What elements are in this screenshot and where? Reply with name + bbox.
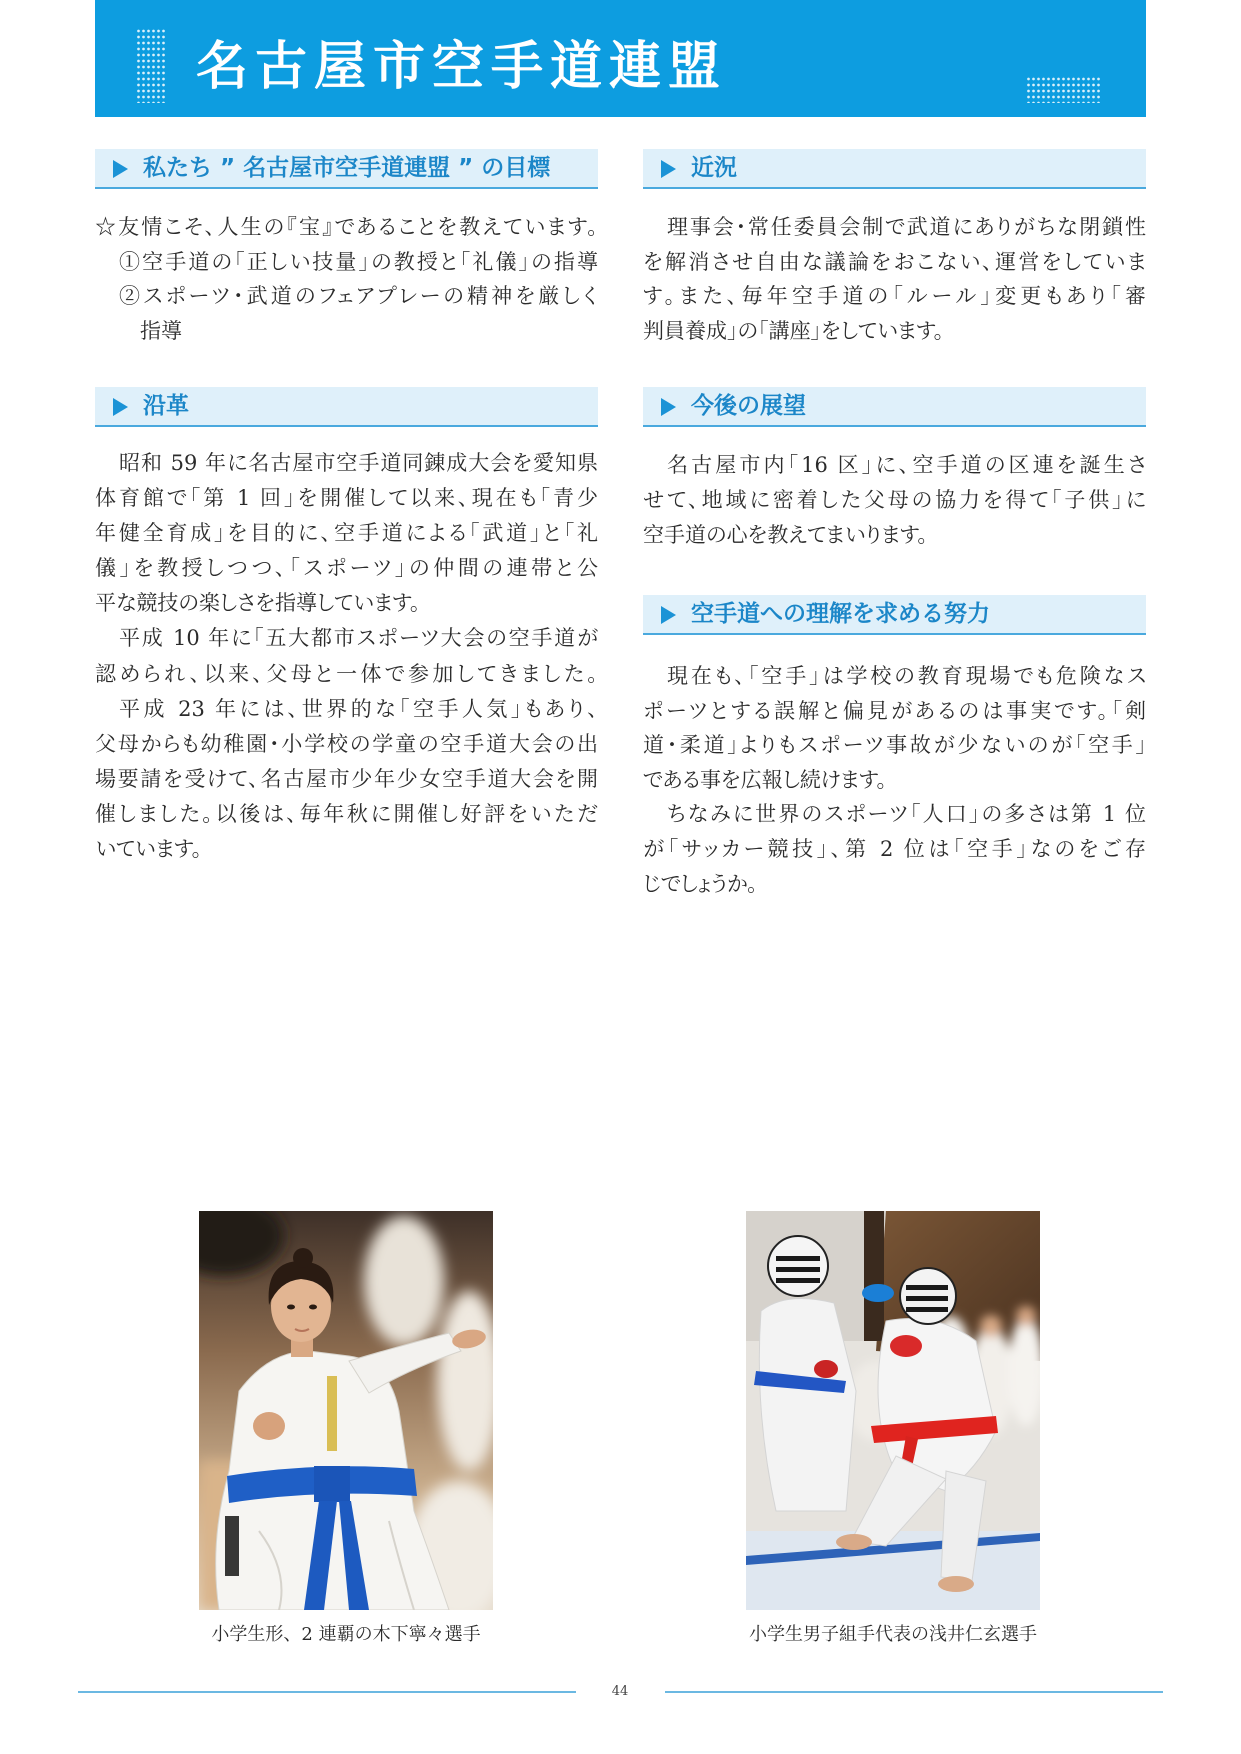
text-line: 父母からも幼稚園・小学校の学童の空手道大会の出 (95, 731, 598, 756)
text-line: 空手道の心を教えてまいります。 (643, 523, 929, 548)
text-line: 昭和 59 年に名古屋市空手道同錬成大会を愛知県 (119, 451, 598, 475)
text-line: せて、地域に密着した父母の協力を得て「子供」に (643, 488, 1146, 513)
kumite-photo (746, 1211, 1040, 1610)
footer-rule-right (665, 1691, 1163, 1693)
section-heading-goals (95, 149, 598, 189)
photo-caption: 小学生男子組手代表の浅井仁玄選手 (749, 1624, 1037, 1645)
section-heading-history (95, 387, 598, 427)
text-line: 道・柔道」よりもスポーツ事故が少ないのが「空手」 (643, 733, 1146, 758)
text-line: 体育館で「第 1 回」を開催して以来、現在も「青少 (95, 486, 598, 511)
page-title: 名古屋市空手道連盟 (196, 37, 728, 97)
section-heading-text: 沿革 (143, 393, 189, 419)
text-line: 場要請を受けて、名古屋市少年少女空手道大会を開 (95, 766, 598, 791)
kata-photo (199, 1211, 493, 1610)
triangle-marker-icon (661, 398, 676, 416)
text-line: を解消させ自由な議論をおこない、運営をしていま (643, 249, 1146, 274)
text-line: 儀」を教授しつつ、「スポーツ」の仲間の連帯と公 (95, 556, 598, 581)
text-line: 平成 23 年には、世界的な「空手人気」もあり、 (119, 696, 598, 721)
text-line: 認められ、以来、父母と一体で参加してきました。 (95, 661, 598, 686)
page-number: 44 (611, 1684, 629, 1699)
text-line: 名古屋市内「16 区」に、空手道の区連を誕生さ (667, 453, 1146, 477)
title-banner (95, 0, 1146, 117)
section-heading-text: 空手道への理解を求める努力 (691, 601, 990, 627)
effort-body (643, 659, 1146, 901)
section-heading-outlook (643, 387, 1146, 427)
text-line: 年健全育成」を目的に、空手道による「武道」と「礼 (95, 521, 598, 546)
triangle-marker-icon (113, 398, 128, 416)
section-heading-text: 私たち ” 名古屋市空手道連盟 ” の目標 (143, 155, 551, 181)
text-line: 指導 (140, 318, 182, 343)
text-line: が「サッカー競技」、第 2 位は「空手」なのをご存 (643, 836, 1146, 861)
footer-rule-left (78, 1691, 576, 1693)
goals-body (95, 210, 598, 348)
text-line: ポーツとする誤解と偏見があるのは事実です。「剣 (643, 698, 1146, 723)
recent-body (643, 210, 1146, 348)
text-line: じでしょうか。 (643, 871, 758, 896)
text-line: 判員養成」の「講座」をしています。 (643, 318, 945, 343)
photo-caption: 小学生形、2 連覇の木下寧々選手 (211, 1624, 481, 1645)
text-line: ちなみに世界のスポーツ「人口」の多さは第 1 位 (667, 802, 1146, 827)
kata-photo-image (199, 1211, 493, 1610)
text-line: 催しました。以後は、毎年秋に開催し好評をいただ (95, 801, 598, 826)
triangle-marker-icon (661, 160, 676, 178)
text-line: 平な競技の楽しさを指導しています。 (95, 591, 421, 616)
text-line: 現在も、「空手」は学校の教育現場でも危険なス (667, 664, 1146, 688)
outlook-body (643, 448, 1146, 553)
text-line: す。また、毎年空手道の「ルール」変更もあり「審 (643, 284, 1146, 309)
section-heading-recent (643, 149, 1146, 189)
text-line: ①空手道の「正しい技量」の教授と「礼儀」の指導 (119, 249, 598, 274)
text-line: いています。 (95, 837, 203, 862)
dot-pattern-decoration (1026, 76, 1101, 103)
section-heading-text: 近況 (691, 155, 737, 181)
triangle-marker-icon (113, 160, 128, 178)
text-line: ②スポーツ・武道のフェアプレーの精神を厳しく (119, 284, 598, 309)
text-line: 平成 10 年に「五大都市スポーツ大会の空手道が (119, 626, 598, 651)
section-heading-text: 今後の展望 (691, 393, 806, 419)
text-line: ☆友情こそ、人生の『宝』であることを教えています。 (95, 215, 598, 239)
text-line: 理事会・常任委員会制で武道にありがちな閉鎖性 (667, 215, 1146, 239)
text-line: である事を広報し続けます。 (643, 767, 888, 792)
history-body (95, 446, 598, 867)
section-heading-effort (643, 595, 1146, 635)
dot-pattern-decoration (136, 28, 165, 103)
kumite-photo-image (746, 1211, 1040, 1610)
triangle-marker-icon (661, 606, 676, 624)
